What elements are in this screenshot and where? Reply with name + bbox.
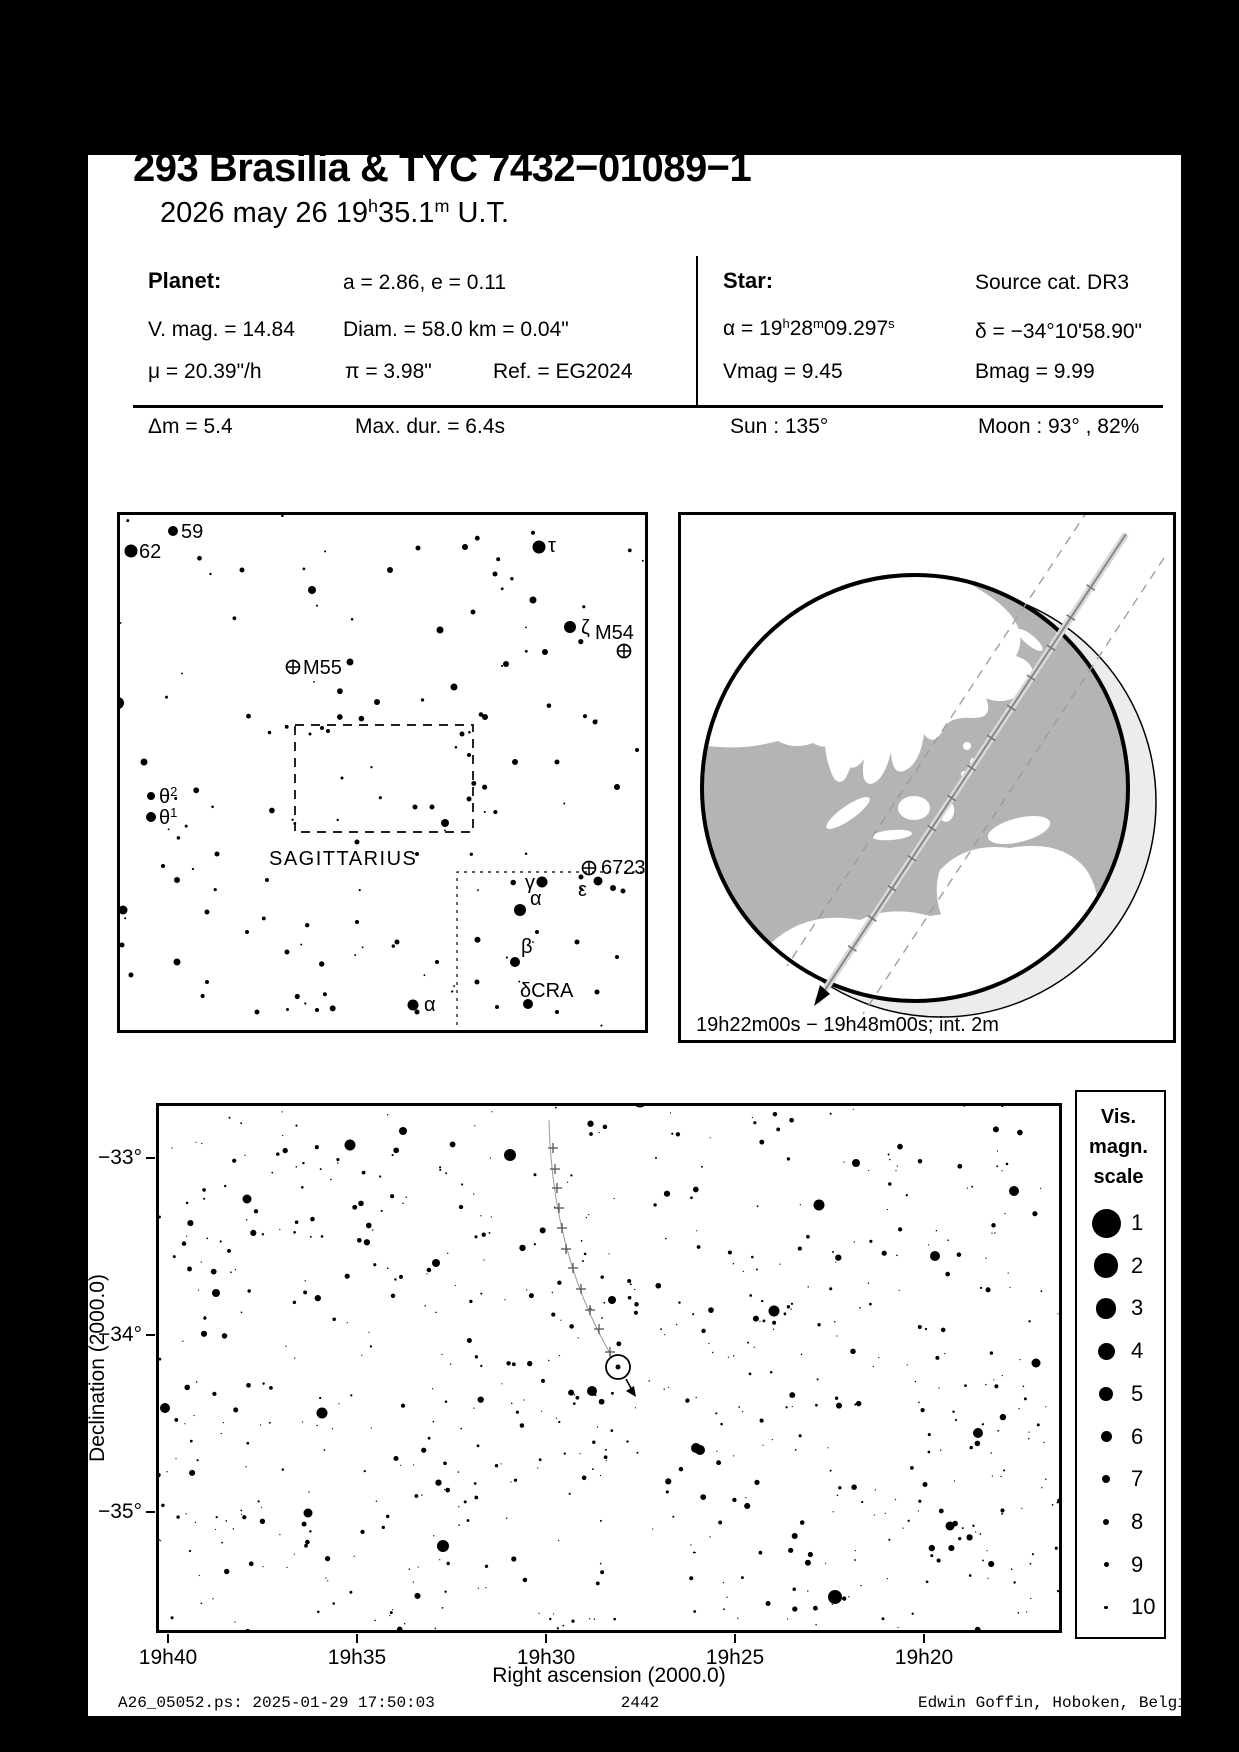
finder-label-δCRA: δCRA [520, 980, 574, 1002]
finder-label-α: α [530, 888, 542, 910]
table-horizontal-rule [133, 405, 1163, 408]
ra-tick-label: 19h20 [894, 1646, 954, 1669]
ra-tick-mark [167, 1634, 169, 1643]
legend-magnitude-dot [1104, 1562, 1109, 1567]
finder-label-θ: $\theta^2$ [159, 784, 178, 808]
star-ra [723, 316, 895, 341]
y-axis-title: Declination (2000.0) [86, 1274, 109, 1462]
earth-globe-path-map [678, 512, 1176, 1043]
finder-label-SAGITTARIUS: SAGITTARIUS [269, 848, 418, 870]
planet-diameter: Diam. = 58.0 km = 0.04" [343, 318, 569, 341]
dec-tick-label: −35° [97, 1500, 142, 1523]
finder-label-M54: M54 [595, 622, 634, 644]
ra-h-sup: h [782, 316, 790, 331]
event-datetime [160, 196, 509, 230]
legend-title-line2: magn. [1089, 1136, 1148, 1158]
minute-part: 35.1 [377, 196, 435, 229]
planet-motion: μ = 20.39"/h [148, 360, 262, 383]
table-column-divider [696, 256, 698, 406]
legend-magnitude-dot [1094, 1253, 1119, 1278]
legend-magnitude-dot [1096, 1298, 1117, 1319]
finder-label-59: 59 [181, 521, 204, 543]
ra-sec: 09.297 [823, 317, 889, 341]
finder-chart [117, 512, 648, 1033]
legend-magnitude-dot [1101, 1431, 1112, 1442]
legend-magnitude-number: 7 [1131, 1466, 1144, 1492]
ra-tick-label: 19h35 [327, 1646, 387, 1669]
page-title: 293 Brasilia & TYC 7432−01089−1 [133, 146, 752, 190]
finder-label-ε: ε [578, 879, 587, 901]
date-part: 2026 may 26 19 [160, 196, 368, 229]
footer-filename-timestamp: A26_05052.ps: 2025-01-29 17:50:03 [118, 1694, 435, 1712]
x-axis-title: Right ascension (2000.0) [492, 1664, 726, 1687]
moon-elongation: Moon : 93° , 82% [978, 415, 1140, 438]
finder-label-M55: M55 [303, 657, 342, 679]
minute-superscript: m [434, 196, 450, 216]
legend-magnitude-number: 6 [1131, 1423, 1144, 1449]
legend-magnitude-number: 2 [1131, 1252, 1144, 1278]
max-duration: Max. dur. = 6.4s [355, 415, 505, 438]
ra-s-sup: s [888, 316, 895, 331]
legend-magnitude-number: 4 [1131, 1338, 1144, 1364]
star-bmag: Bmag = 9.99 [975, 360, 1095, 383]
star-vmag: Vmag = 9.45 [723, 360, 843, 383]
hour-superscript: h [367, 196, 378, 216]
dec-tick-label: −33° [97, 1146, 142, 1169]
ra-tick-mark [734, 1634, 736, 1643]
dec-tick-mark [146, 1157, 155, 1159]
sun-elongation: Sun : 135° [730, 415, 829, 438]
ra-tick-label: 19h30 [516, 1646, 576, 1669]
legend-magnitude-number: 1 [1131, 1210, 1144, 1235]
dec-tick-label: −34° [97, 1323, 142, 1346]
footer-page-number: 2442 [620, 1694, 660, 1712]
finder-label-α: α [424, 994, 436, 1016]
planet-orbit-elements: a = 2.86, e = 0.11 [343, 271, 507, 294]
detailed-star-chart [156, 1103, 1062, 1633]
ra-tick-mark [356, 1634, 358, 1643]
star-dec: δ = −34°10'58.90" [975, 320, 1143, 343]
finder-label-6723: 6723 [601, 857, 646, 879]
magnitude-drop: Δm = 5.4 [148, 415, 233, 438]
planet-heading: Planet: [148, 268, 222, 293]
ra-tick-mark [923, 1634, 925, 1643]
finder-label-62: 62 [139, 541, 162, 563]
legend-magnitude-number: 10 [1131, 1594, 1156, 1620]
finder-label-γ: γ [525, 872, 535, 894]
planet-reference: Ref. = EG2024 [493, 360, 633, 383]
legend-magnitude-number: 8 [1131, 1508, 1144, 1534]
planet-vmag: V. mag. = 14.84 [148, 318, 295, 341]
planet-parallax: π = 3.98" [345, 360, 432, 383]
dec-tick-mark [146, 1511, 155, 1513]
ra-part: α = 19 [723, 317, 783, 341]
legend-title-line3: scale [1093, 1166, 1144, 1188]
legend-magnitude-dot [1099, 1387, 1113, 1401]
ra-min: 28 [789, 317, 814, 341]
legend-magnitude-dot [1098, 1343, 1115, 1360]
ra-tick-label: 19h40 [138, 1646, 198, 1669]
star-heading: Star: [723, 268, 774, 293]
ra-tick-mark [545, 1634, 547, 1643]
ra-tick-label: 19h25 [705, 1646, 765, 1669]
finder-label-β: β [521, 936, 533, 958]
globe-time-caption: 19h22m00s − 19h48m00s; int. 2m [696, 1014, 999, 1036]
finder-label-θ: $\theta^1$ [159, 805, 178, 829]
finder-label-τ: τ [548, 535, 556, 557]
finder-label-ζ: ζ [581, 617, 590, 639]
legend-magnitude-dot [1104, 1606, 1108, 1610]
legend-title-line1: Vis. [1100, 1106, 1137, 1128]
legend-magnitude-dot [1092, 1209, 1121, 1238]
dec-tick-mark [146, 1334, 155, 1336]
legend-magnitude-number: 3 [1131, 1295, 1144, 1321]
ra-m-sup: m [813, 316, 824, 331]
legend-magnitude-number: 9 [1131, 1551, 1144, 1577]
footer-author: Edwin Goffin, Hoboken, Belgium [918, 1694, 1207, 1712]
legend-magnitude-number: 5 [1131, 1380, 1144, 1406]
ut-suffix: U.T. [449, 196, 510, 229]
star-source-catalog: Source cat. DR3 [975, 271, 1130, 294]
